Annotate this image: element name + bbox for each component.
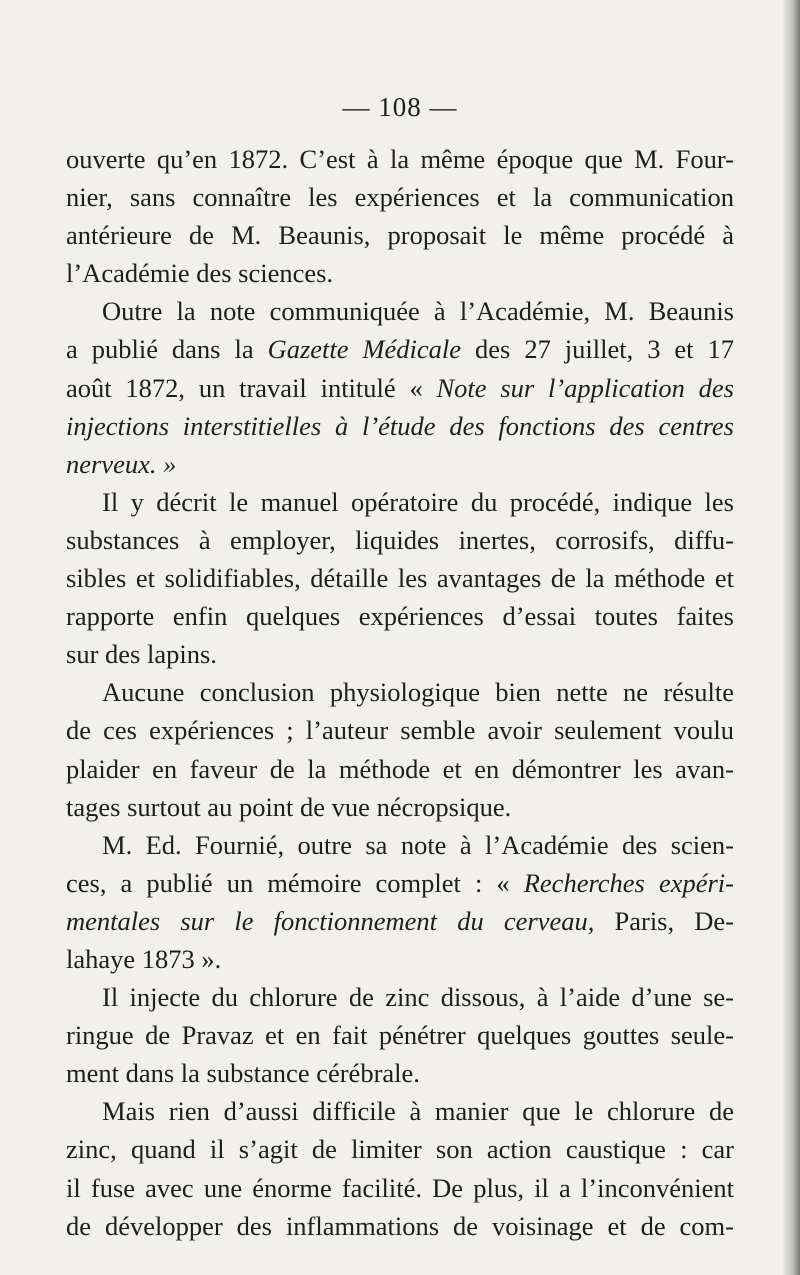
text-line: sur des lapins. xyxy=(66,639,217,670)
text-line: M. Ed. Fournié, outre sa note à l’Académie des scien- xyxy=(102,829,734,860)
text-line: lahaye 1873 ». xyxy=(66,943,222,974)
paragraph-5 xyxy=(66,826,734,978)
text-line: sibles et solidifiables, détaille les avantages de la méthode et xyxy=(66,563,734,594)
text-line: août 1872, un travail intitulé « Note sur l’application des xyxy=(66,372,734,403)
text-line: ringue de Pravaz et en fait pénétrer quelques gouttes seule- xyxy=(66,1020,734,1051)
text-line: nier, sans connaître les expériences et la communication xyxy=(66,182,734,213)
paragraph-1 xyxy=(66,140,734,292)
text-line: de ces expériences ; l’auteur semble avoir seulement voulu xyxy=(66,715,734,746)
page-number: — 108 — xyxy=(342,92,458,122)
body-text xyxy=(66,140,734,1245)
journal-title: Gazette Médicale xyxy=(267,334,462,365)
paragraph-2 xyxy=(66,292,734,482)
text-line: ces, a publié un mémoire complet : « Recherches expéri- xyxy=(66,867,734,898)
paragraph-3 xyxy=(66,483,734,673)
paragraph-6 xyxy=(66,978,734,1092)
text-line: substances à employer, liquides inertes, corrosifs, diffu- xyxy=(66,524,734,555)
text-line: Il injecte du chlorure de zinc dissous, à l’aide d’une se- xyxy=(102,982,734,1013)
text-line: ouverte qu’en 1872. C’est à la même époque que M. Four- xyxy=(66,144,734,174)
text-line: tages surtout au point de vue nécropsique. xyxy=(66,791,512,822)
paragraph-7 xyxy=(66,1092,734,1244)
text-line: Aucune conclusion physiologique bien nette ne résulte xyxy=(102,677,734,708)
text-line: ment dans la substance cérébrale. xyxy=(66,1058,420,1089)
work-title: Recherches expéri- xyxy=(523,867,734,898)
text-line: de développer des inflammations de voisinage et de com- xyxy=(66,1210,734,1241)
text-line: Mais rien d’aussi difficile à manier que le chlorure de xyxy=(102,1096,734,1127)
text-line: nerveux. » xyxy=(66,448,177,479)
text-line: mentales sur le fonctionnement du cerveau, Paris, De- xyxy=(66,905,735,936)
text-line: injections interstitielles à l’étude des fonctions des centres xyxy=(66,410,734,441)
text-line: il fuse avec une énorme facilité. De plus, il a l’inconvénient xyxy=(66,1172,734,1203)
paragraph-4 xyxy=(66,673,734,825)
text-line: l’Académie des sciences. xyxy=(66,258,334,289)
text-line: Il y décrit le manuel opératoire du procédé, indique les xyxy=(102,486,734,517)
text-line: antérieure de M. Beaunis, proposait le même procédé à xyxy=(66,220,734,251)
text-line: rapporte enfin quelques expériences d’essai toutes faites xyxy=(66,601,734,632)
text-line: a publié dans la Gazette Médicale des 27 juillet, 3 et 17 xyxy=(66,334,734,365)
page-edge-shadow xyxy=(782,0,800,1275)
work-title: Note sur l’application des xyxy=(436,372,734,403)
text-line: plaider en faveur de la méthode et en démontrer les avan- xyxy=(66,753,734,784)
text-line: zinc, quand il s’agit de limiter son action caustique : car xyxy=(66,1134,734,1165)
text-line: Outre la note communiquée à l’Académie, M. Beaunis xyxy=(102,296,734,327)
